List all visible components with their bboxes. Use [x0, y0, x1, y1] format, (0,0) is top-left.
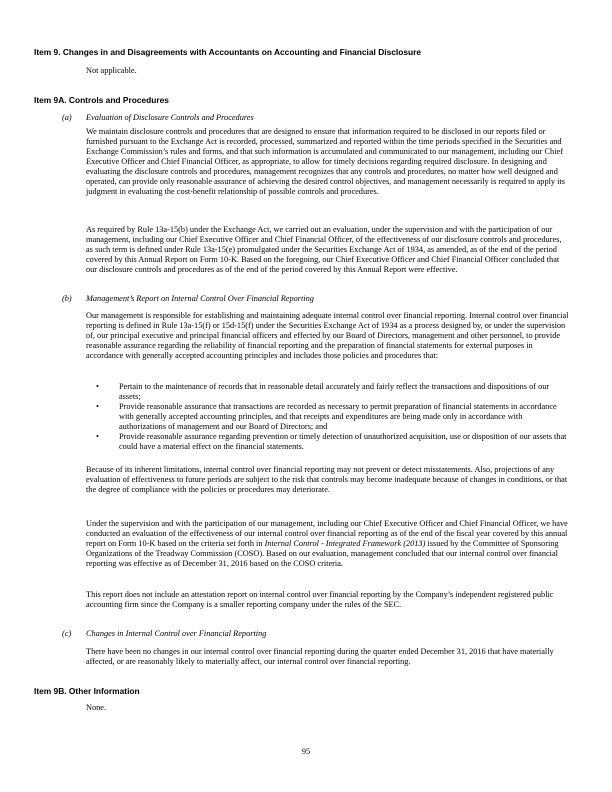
bullet-icon: •	[96, 402, 99, 411]
section-c-letter: (c)	[62, 629, 72, 638]
section-b-paragraph-2: Because of its inherent limitations, internal control over financial reporting may not prevent or detect misstatements. Also, projections of any evaluation of effectiveness to future periods are subject to the risk that controls may become inadequate because of changes in conditions, or that the degree of compliance with the policies or procedures may deteriorate.	[86, 465, 568, 494]
item9a-heading: Item 9A. Controls and Procedures	[34, 95, 169, 105]
section-b-paragraph-3	[86, 519, 570, 569]
section-b-title: Management’s Report on Internal Control Over Financial Reporting	[86, 294, 314, 303]
bullet-icon: •	[96, 382, 99, 391]
section-c-title: Changes in Internal Control over Financial Reporting	[86, 629, 267, 638]
bullet-icon: •	[96, 432, 99, 441]
bullet-text: Provide reasonable assurance that transactions are recorded as necessary to permit preparation of financial statements in accordance with generally accepted accounting principles, and that receipts and expenditures are being made only in accordance with authorizations of management and our Board of Directors; and	[119, 402, 557, 431]
section-b-paragraph-1: Our management is responsible for establishing and maintaining adequate internal control over financial reporting. Internal control over financial reporting is defined in Rule 13a-15(f) or 15d-15(f) under the Securities Exchange Act of 1934 as a process designed by, or under the supervision of, our principal executive and principal financial officers and effected by our Board of Directors, management and other personnel, to provide reasonable assurance regarding the reliability of financial reporting and the preparation of financial statements for external purposes in accordance with generally accepted accounting principles and includes those policies and procedures that:	[86, 311, 569, 360]
section-a-title: Evaluation of Disclosure Controls and Procedures	[86, 113, 254, 122]
section-a-paragraph-1: We maintain disclosure controls and procedures that are designed to ensure that information required to be disclosed in our reports filed or furnished pursuant to the Exchange Act is recorded, processed, summarized and reported within the time periods specified in the Securities and Exchange Commission’s rules and forms, and that such information is accumulated and communicated to our management, including our Chief Executive Officer and Chief Financial Officer, as appropriate, to allow for timely decisions regarding required disclosure. In designing and evaluating the disclosure controls and procedures, management recognizes that any controls and procedures, no matter how well designed and operated, can provide only reasonable assurance of achieving the desired control objectives, and management necessarily is required to apply its judgment in evaluating the cost-benefit relationship of possible controls and procedures.	[86, 127, 565, 196]
section-b-paragraph-4: This report does not include an attestation report on internal control over financial reporting by the Company’s independent registered public accounting firm since the Company is a smaller reporting company under the rules of the SEC.	[86, 590, 554, 609]
bullet-text: Pertain to the maintenance of records that in reasonable detail accurately and fairly reflect the transactions and dispositions of our assets;	[119, 382, 550, 401]
coso-framework-title: Internal Control - Integrated Framework (2013)	[264, 539, 426, 548]
section-b-letter: (b)	[62, 294, 72, 303]
item9b-text: None.	[86, 703, 107, 712]
section-a-letter: (a)	[62, 113, 72, 122]
item9-text: Not applicable.	[86, 66, 137, 75]
paragraph-3-text-start: Under the supervision and with the participation of our management, including our Chief Executive Officer and Chief Financial Officer, we have conducted an evaluation of the effectiveness of our internal control over financial reporting as of the end of the fiscal year covered by this annual report on Form 10-K based on the criteria set forth in	[86, 519, 568, 548]
paragraph-3-text-end: issued by the Committee of Sponsoring Organizations of the Treadway Commission (COSO). Based on our evaluation, management concluded that our internal control over financial reporting was effective as of December 31, 2016 based on the COSO criteria.	[86, 539, 559, 568]
bullet-text: Provide reasonable assurance regarding prevention or timely detection of unauthorized acquisition, use or disposition of our assets that could have a material effect on the financial statements.	[119, 432, 567, 451]
page-number: 95	[301, 747, 311, 756]
list-item	[96, 432, 570, 452]
list-item	[96, 382, 570, 402]
item9b-heading: Item 9B. Other Information	[34, 686, 140, 696]
controls-bullet-list	[96, 382, 570, 452]
section-c-paragraph-1: There have been no changes in our internal control over financial reporting during the quarter ended December 31, 2016 that have materially affected, or are reasonably likely to materially affect, our internal control over financial reporting.	[86, 647, 554, 666]
item9-heading: Item 9. Changes in and Disagreements with Accountants on Accounting and Financial Disclosure	[34, 47, 422, 57]
section-a-paragraph-2: As required by Rule 13a-15(b) under the Exchange Act, we carried out an evaluation, under the supervision and with the participation of our management, including our Chief Executive Officer and Chief Financial Officer, of the effectiveness of our disclosure controls and procedures, as such term is defined under Rule 13a-15(e) promulgated under the Securities Exchange Act of 1934, as amended, as of the end of the period covered by this Annual Report on Form 10-K. Based on the foregoing, our Chief Executive Officer and Chief Financial Officer concluded that our disclosure controls and procedures as of the end of the period covered by this Annual Report were effective.	[86, 225, 562, 274]
list-item	[96, 402, 570, 432]
